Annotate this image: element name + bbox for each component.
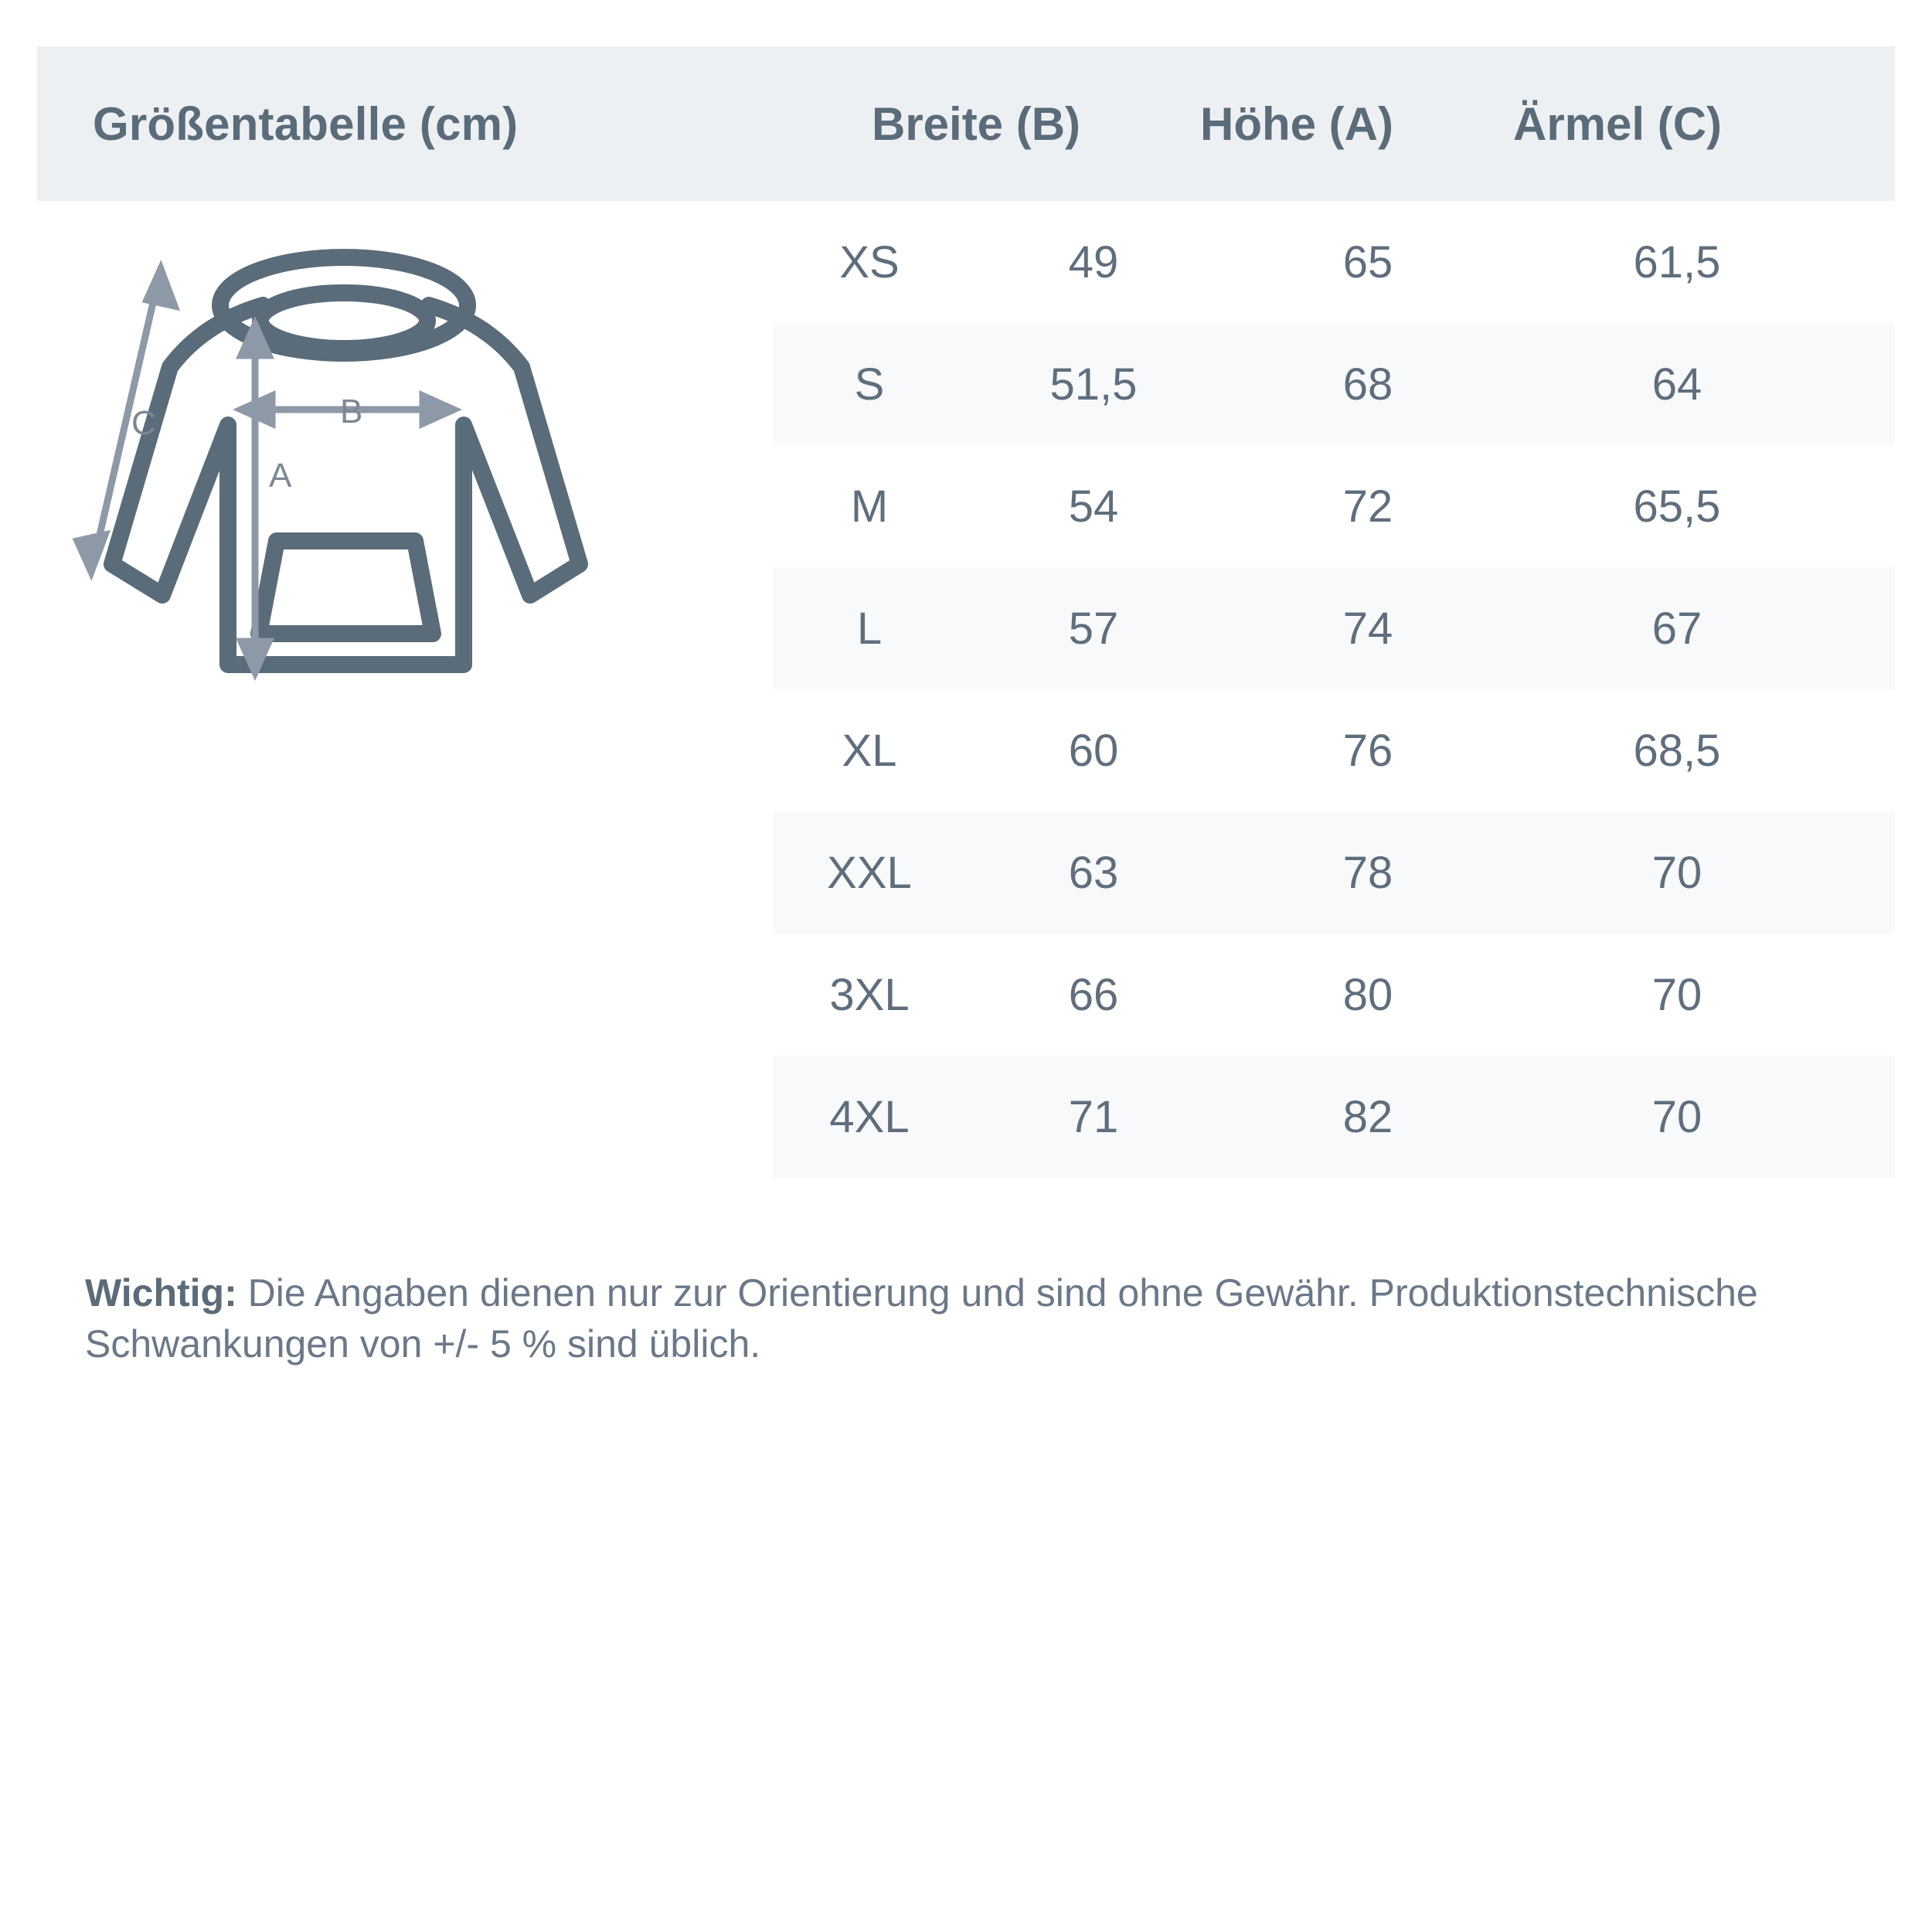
table-row <box>773 445 1895 567</box>
cell-height: 76 <box>1342 725 1393 776</box>
cell-height: 68 <box>1342 359 1393 410</box>
cell-size: L <box>856 603 883 654</box>
cell-sleeve: 61,5 <box>1633 236 1721 287</box>
column-header-sleeve: Ärmel (C) <box>1512 97 1723 150</box>
cell-size: XXL <box>827 847 912 898</box>
hoodie-diagram <box>70 232 765 819</box>
cell-size: XL <box>842 725 897 776</box>
disclaimer-label: Wichtig: <box>85 1271 237 1315</box>
cell-height: 65 <box>1342 236 1393 287</box>
cell-width: 63 <box>1068 847 1119 898</box>
column-header-height: Höhe (A) <box>1200 97 1393 150</box>
cell-sleeve: 68,5 <box>1633 725 1721 776</box>
dimension-label-sleeve: C <box>131 404 156 442</box>
cell-height: 78 <box>1342 847 1393 898</box>
cell-height: 74 <box>1342 603 1393 654</box>
cell-sleeve: 65,5 <box>1633 481 1721 532</box>
table-row <box>773 1056 1895 1178</box>
disclaimer-note <box>85 1267 1878 1369</box>
table-row <box>773 689 1895 811</box>
table-row <box>773 934 1895 1056</box>
cell-width: 66 <box>1068 969 1119 1020</box>
cell-sleeve: 70 <box>1651 969 1702 1020</box>
table-row <box>773 323 1895 445</box>
column-header-width: Breite (B) <box>871 97 1081 150</box>
cell-width: 71 <box>1068 1091 1119 1142</box>
cell-width: 54 <box>1068 481 1119 532</box>
size-chart-header <box>37 46 1895 201</box>
cell-sleeve: 70 <box>1651 1091 1702 1142</box>
table-row <box>773 567 1895 689</box>
dimension-label-height: A <box>269 457 292 495</box>
cell-width: 49 <box>1068 236 1119 287</box>
cell-height: 72 <box>1342 481 1393 532</box>
size-table <box>773 201 1895 1178</box>
page-title: Größentabelle (cm) <box>93 97 519 150</box>
cell-sleeve: 70 <box>1651 847 1702 898</box>
table-row <box>773 201 1895 323</box>
cell-width: 51,5 <box>1049 359 1138 410</box>
cell-size: S <box>854 359 885 410</box>
column-headers <box>810 46 1895 201</box>
hoodie-outline <box>112 257 580 665</box>
cell-height: 82 <box>1342 1091 1393 1142</box>
cell-width: 60 <box>1068 725 1119 776</box>
disclaimer-text: Die Angaben dienen nur zur Orientierung und sind ohne Gewähr. Produktionstechnische Schwankungen von +/- 5 % sind üblich. <box>85 1271 1758 1366</box>
cell-size: M <box>850 481 889 532</box>
cell-height: 80 <box>1342 969 1393 1020</box>
cell-size: 3XL <box>829 969 910 1020</box>
cell-width: 57 <box>1068 603 1119 654</box>
cell-size: 4XL <box>829 1091 910 1142</box>
cell-size: XS <box>839 236 900 287</box>
table-row <box>773 811 1895 934</box>
cell-sleeve: 67 <box>1651 603 1702 654</box>
dimension-label-width: B <box>340 393 363 430</box>
cell-sleeve: 64 <box>1651 359 1702 410</box>
